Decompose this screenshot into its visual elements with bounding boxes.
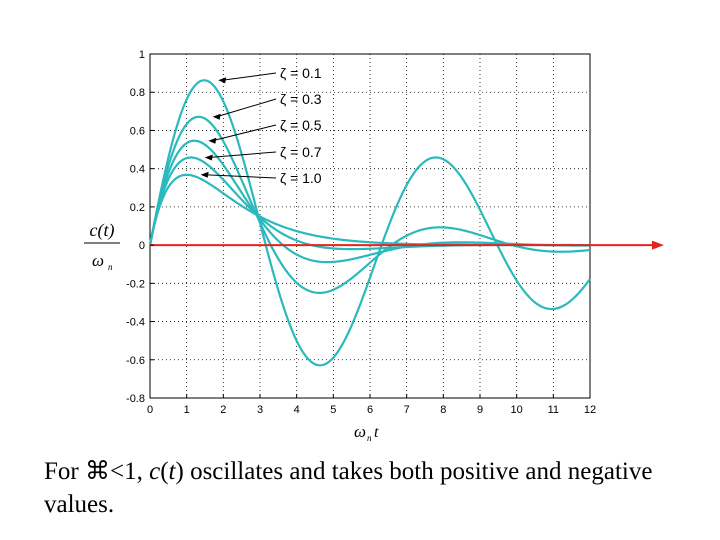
x-tick-label: 6: [366, 404, 374, 416]
y-tick-label: 1: [138, 49, 145, 61]
caption-arg: t: [168, 458, 176, 485]
series-annotation-label: ζ = 0.1: [280, 65, 322, 81]
x-axis-label-symbol: ω: [353, 422, 367, 441]
y-tick-label: 0.2: [129, 201, 145, 214]
y-tick-label: -0.2: [126, 278, 145, 291]
x-axis-label-sub: n: [367, 433, 372, 443]
caption-post: oscillates and takes both positive and negative values.: [44, 458, 653, 518]
series-annotation-label: ζ = 0.7: [280, 144, 322, 160]
x-tick-label: 11: [547, 404, 560, 416]
caption-pre: For: [44, 458, 85, 485]
series-annotation-label: ζ = 0.5: [280, 117, 322, 133]
x-tick-label: 1: [183, 404, 190, 416]
x-tick-label: 7: [403, 404, 410, 416]
x-axis-label: [354, 422, 379, 443]
caption-mid: <1,: [109, 458, 150, 485]
zero-axis-arrowhead: [652, 241, 664, 250]
caption-paren-open: (: [160, 458, 169, 485]
caption-fn: c: [149, 458, 161, 485]
y-tick-label: 0.6: [129, 125, 145, 138]
x-tick-label: 3: [256, 404, 264, 416]
x-tick-label: 10: [510, 404, 523, 416]
x-tick-label: 4: [293, 404, 300, 416]
series-annotation-label: ζ = 1.0: [280, 170, 322, 186]
y-tick-label: 0.4: [129, 163, 145, 176]
y-tick-label: 0.8: [129, 87, 145, 100]
x-axis-label-var: t: [374, 424, 379, 441]
y-axis-label-denominator-sub: n: [108, 262, 113, 272]
caption-paren-close: ): [175, 458, 184, 485]
y-axis-label: [84, 220, 120, 272]
series-annotation-label: ζ = 0.3: [280, 91, 322, 107]
y-axis-label-numerator: c(t): [89, 220, 115, 240]
y-tick-label: -0.4: [126, 316, 145, 329]
x-tick-label: 2: [220, 404, 227, 416]
x-tick-label: 5: [330, 404, 337, 416]
x-tick-label: 12: [583, 404, 597, 416]
y-tick-label: -0.6: [126, 354, 145, 367]
zeta-symbol: ⌘: [84, 458, 110, 485]
y-tick-label: -0.8: [126, 393, 145, 405]
x-tick-label: 9: [476, 404, 484, 416]
x-tick-label: 0: [146, 404, 154, 416]
caption: [44, 455, 684, 521]
x-tick-label: 8: [440, 404, 447, 416]
y-tick-label: 0: [138, 240, 145, 253]
y-axis-label-denominator: ω: [91, 251, 105, 270]
